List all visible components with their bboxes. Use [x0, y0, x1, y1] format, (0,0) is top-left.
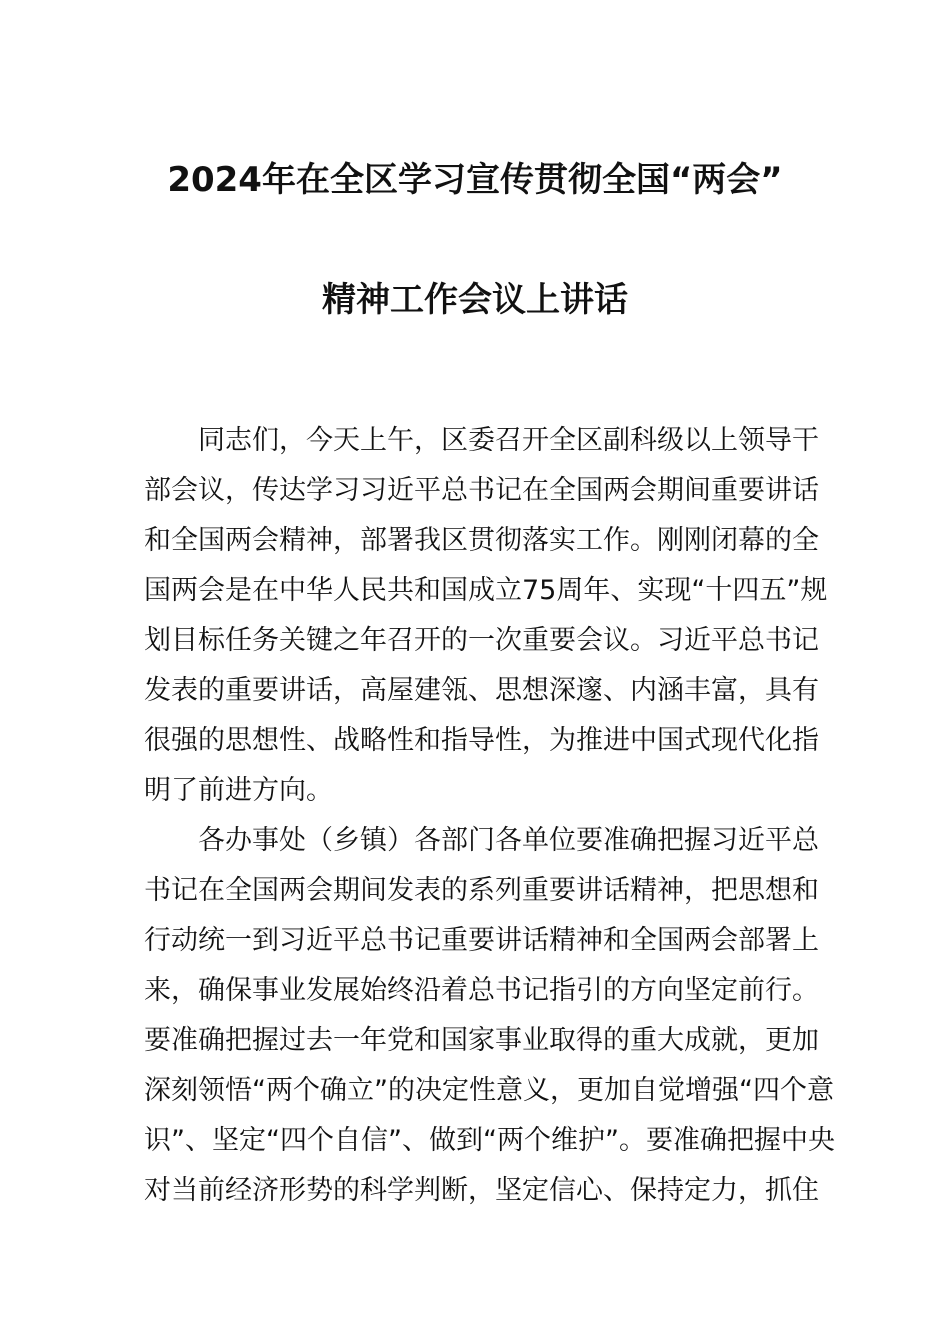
document-body: [144, 416, 835, 1216]
document-title-line-2: 精神工作会议上讲话: [322, 280, 628, 320]
paragraph-line: 深刻领悟“两个确立”的决定性意义，更加自觉增强“四个意: [144, 1075, 834, 1106]
paragraph-line: 识”、坚定“四个自信”、做到“两个维护”。要准确把握中央: [144, 1125, 835, 1156]
document-title-line-1: 2024年在全区学习宣传贯彻全国“两会”: [167, 160, 783, 200]
paragraph-line: 国两会是在中华人民共和国成立75周年、实现“十四五”规: [144, 575, 828, 606]
paragraph-line: 发表的重要讲话，高屋建瓴、思想深邃、内涵丰富，具有: [144, 675, 819, 706]
paragraph-line: 来，确保事业发展始终沿着总书记指引的方向坚定前行。: [144, 975, 819, 1006]
paragraph-line: 要准确把握过去一年党和国家事业取得的重大成就，更加: [144, 1025, 819, 1056]
paragraph-line: 行动统一到习近平总书记重要讲话精神和全国两会部署上: [144, 925, 819, 956]
paragraph-1: [144, 416, 828, 816]
paragraph-line: 同志们，今天上午，区委召开全区副科级以上领导干: [198, 425, 819, 456]
paragraph-line: 明了前进方向。: [144, 775, 333, 806]
paragraph-line: 部会议，传达学习习近平总书记在全国两会期间重要讲话: [144, 475, 819, 506]
paragraph-line: 各办事处（乡镇）各部门各单位要准确把握习近平总: [198, 825, 819, 856]
paragraph-line: 划目标任务关键之年召开的一次重要会议。习近平总书记: [144, 625, 819, 656]
paragraph-line: 对当前经济形势的科学判断，坚定信心、保持定力，抓住: [144, 1175, 819, 1206]
paragraph-line: 书记在全国两会期间发表的系列重要讲话精神，把思想和: [144, 875, 819, 906]
paragraph-2: [144, 816, 835, 1216]
paragraph-line: 和全国两会精神，部署我区贯彻落实工作。刚刚闭幕的全: [144, 525, 819, 556]
paragraph-line: 很强的思想性、战略性和指导性，为推进中国式现代化指: [144, 725, 819, 756]
